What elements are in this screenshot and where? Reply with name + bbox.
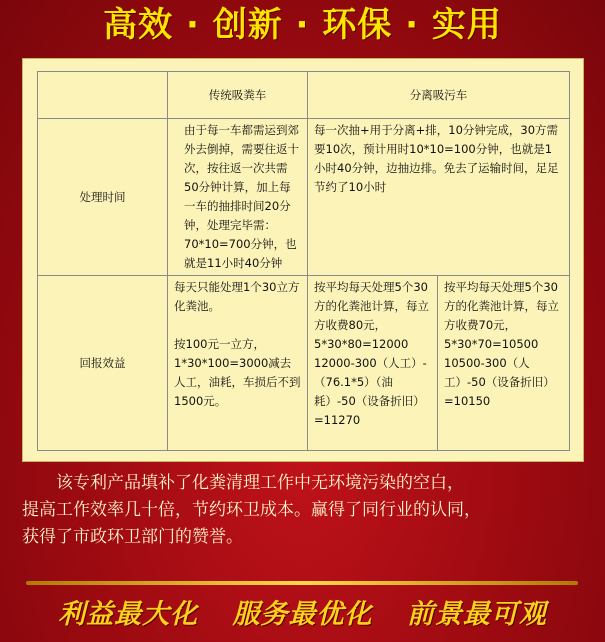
comparison-card (22, 58, 584, 462)
cell-traditional-time: 由于每一车都需运到郊外去倒掉，需要往返十次，按往返一次共需50分钟计算，加上每一车的抽排时间20分钟，处理完毕需：70*10=700分钟，也就是11小时40分钟 (168, 119, 308, 276)
slogan-part-1: 利益最大化 (58, 599, 199, 630)
page-title: 高效 · 创新 · 环保 · 实用 (103, 5, 502, 45)
table-row (38, 276, 570, 451)
comparison-table (37, 71, 570, 451)
table-header-row (38, 72, 570, 119)
header-traditional: 传统吸粪车 (168, 72, 308, 119)
cell-separation-return-b: 按平均每天处理5个30方的化粪池计算，每立方收费70元，5*30*70=10500 10500-300（人工）-50（设备折旧）=10150 (438, 276, 570, 451)
description-text (22, 470, 584, 551)
table-row (38, 119, 570, 276)
description-line-1: 该专利产品填补了化粪清理工作中无环境污染的空白， (56, 473, 464, 493)
slogan (0, 592, 605, 631)
slogan-part-3: 前景最可观 (406, 599, 547, 630)
slogan-part-2: 服务最优化 (232, 599, 373, 630)
cell-traditional-return: 每天只能处理1个30立方化粪池。 按100元一立方，1*30*100=3000减去人工，油耗，车损后不到1500元。 (168, 276, 308, 451)
row-label-return: 回报效益 (38, 276, 168, 451)
divider-line (26, 581, 578, 585)
cell-separation-return-a: 按平均每天处理5个30方的化粪池计算，每立方收费80元，5*30*80=12000 12000-300（人工）-（76.1*5）（油耗）-50（设备折旧）=11270 (308, 276, 438, 451)
cell-separation-time: 每一次抽+用于分离+排，10分钟完成，30方需要10次，预计用时10*10=100分钟，也就是1小时40分钟，边抽边排。免去了运输时间，足足节约了10小时 (308, 119, 570, 276)
description-line-3: 获得了市政环卫部门的赞誉。 (22, 527, 243, 547)
header-separation: 分离吸污车 (308, 72, 570, 119)
header-empty-cell (38, 72, 168, 119)
row-label-time: 处理时间 (38, 119, 168, 276)
description-line-2: 提高工作效率几十倍，节约环卫成本。赢得了同行业的认同， (22, 500, 481, 520)
